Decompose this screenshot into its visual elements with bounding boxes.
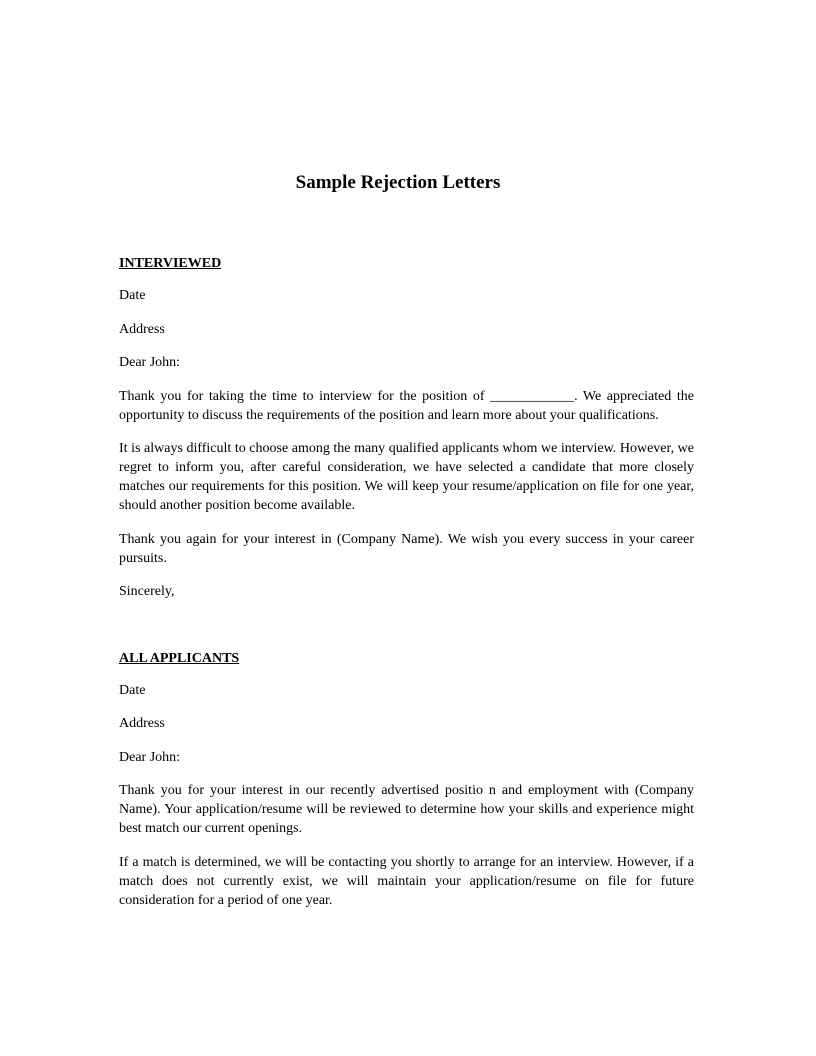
document-title: Sample Rejection Letters xyxy=(295,172,501,193)
interviewed-heading: INTERVIEWED xyxy=(119,256,222,271)
interviewed-section xyxy=(119,254,694,601)
all-applicants-date: Date xyxy=(119,682,146,698)
interviewed-address: Address xyxy=(119,321,165,337)
all-applicants-address: Address xyxy=(119,716,165,731)
all-applicants-paragraph-2: If a match is determined, we will be contacting you shortly to arrange for an interview. However, if a match does not currently exist, we will maintain your application/resume on file for future consideration for a period of one year. xyxy=(119,854,694,908)
all-applicants-section xyxy=(119,649,694,910)
interviewed-paragraph-3: Thank you again for your interest in (Company Name). We wish you every success in your career pursuits. xyxy=(119,531,694,566)
interviewed-salutation: Dear John: xyxy=(119,355,181,370)
section-spacer xyxy=(119,616,694,649)
interviewed-closing: Sincerely, xyxy=(119,584,175,599)
interviewed-paragraph-1: Thank you for taking the time to interview for the position of ____________. We appreciated the opportunity to discuss the requirements of the position and learn more about your qualifications. xyxy=(119,388,694,423)
interviewed-paragraph-2: It is always difficult to choose among the many qualified applicants whom we interview. However, we regret to inform you, after careful consideration, we have selected a candidate that more closely matches our requirements for this position. We will keep your resume/application on file for one year, should another position become available. xyxy=(119,441,694,513)
document-body xyxy=(119,254,694,924)
all-applicants-salutation: Dear John: xyxy=(119,749,181,765)
all-applicants-heading: ALL APPLICANTS xyxy=(119,650,240,666)
interviewed-date: Date xyxy=(119,288,146,303)
all-applicants-paragraph-1: Thank you for your interest in our recently advertised positio n and employment with (Company Name). Your application/resume will be reviewed to determine how your skills and experience might best match our current openings. xyxy=(119,783,694,836)
